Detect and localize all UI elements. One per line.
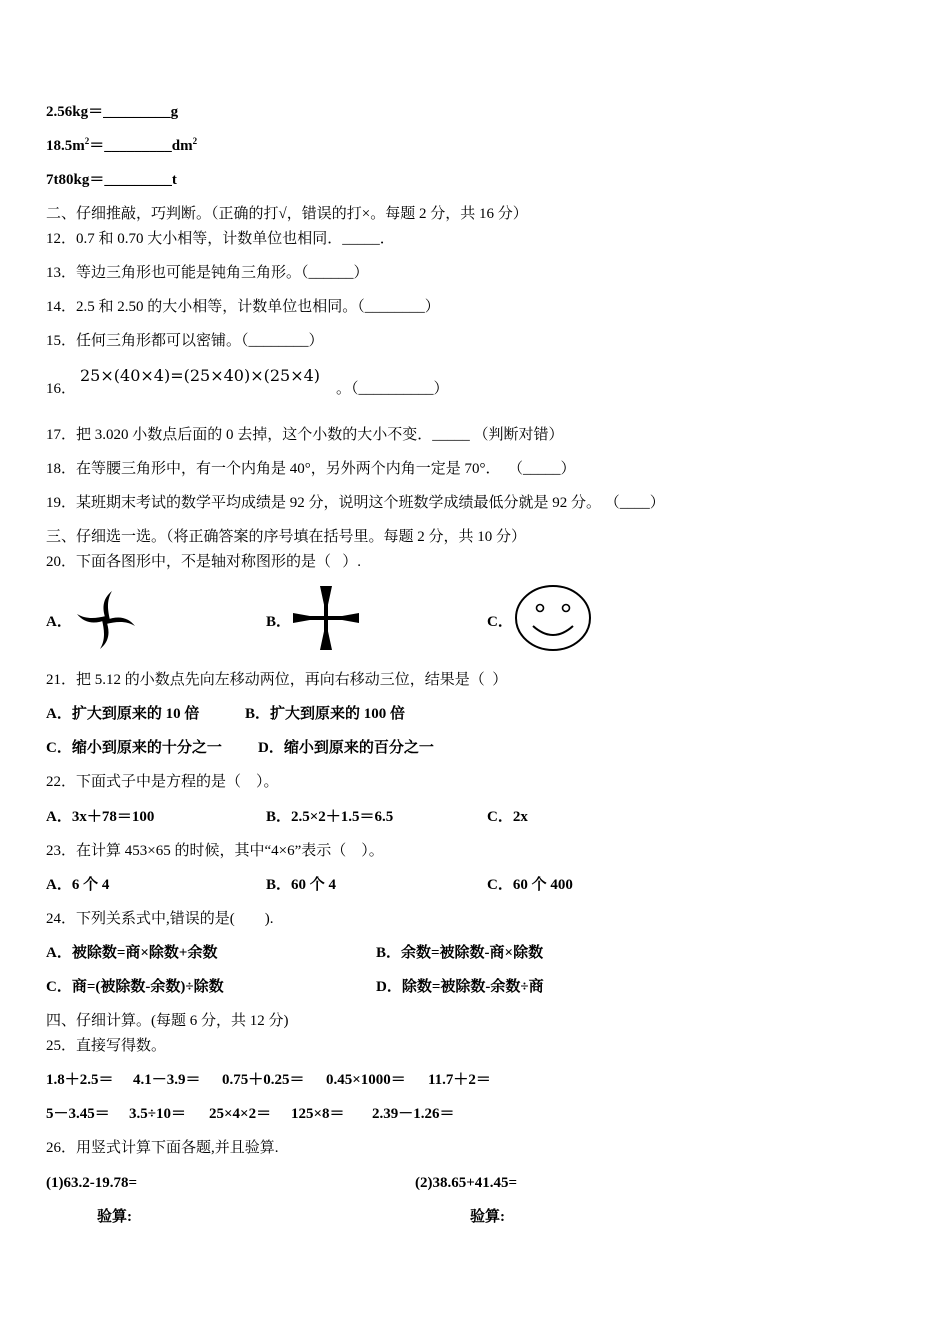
calc-item: 0.45×1000＝ bbox=[326, 1072, 406, 1088]
q22-option-b: B．2.5×2＋1.5＝6.5 bbox=[266, 809, 394, 825]
question-16-formula: 25×(40×4)=(25×40)×(25×4) bbox=[80, 366, 321, 385]
calc-item: 0.75＋0.25＝ bbox=[222, 1072, 305, 1088]
pinwheel-figure bbox=[72, 589, 140, 651]
q23-option-b: B．60 个 4 bbox=[266, 877, 337, 893]
option-c-label: C． bbox=[487, 614, 513, 630]
unit-conversion-3: 7t80kg＝_________t bbox=[46, 172, 177, 188]
question-22: 22．下面式子中是方程的是（ ）。 bbox=[46, 774, 279, 790]
question-13: 13．等边三角形也可能是钝角三角形。（______） bbox=[46, 265, 369, 281]
question-25: 25．直接写得数。 bbox=[46, 1038, 167, 1054]
q26-part-2: (2)38.65+41.45= bbox=[415, 1175, 518, 1191]
option-a-label: A． bbox=[46, 614, 72, 630]
question-24: 24．下列关系式中,错误的是( ). bbox=[46, 911, 274, 927]
question-14: 14．2.5 和 2.50 的大小相等，计数单位也相同。（________） bbox=[46, 299, 440, 315]
q21-option-c: C．缩小到原来的十分之一 bbox=[46, 740, 222, 756]
calc-item: 3.5÷10＝ bbox=[129, 1106, 186, 1122]
answer-blank[interactable]: _________ bbox=[104, 138, 172, 154]
q24-option-a: A．被除数=商×除数+余数 bbox=[46, 945, 218, 961]
q24-option-c: C．商=(被除数-余数)÷除数 bbox=[46, 979, 224, 995]
q22-option-a: A．3x＋78＝100 bbox=[46, 809, 155, 825]
answer-blank[interactable]: _________ bbox=[103, 104, 171, 120]
unit-conversion-2: $18.5m^2=\_\_\_\_\_\_\_\_\_dm^2$ bbox=[46, 136, 198, 154]
q23-option-c: C．60 个 400 bbox=[487, 877, 573, 893]
q24-option-d: D．除数=被除数-余数÷商 bbox=[376, 979, 544, 995]
question-23: 23．在计算 453×65 的时候，其中“4×6”表示（ ）。 bbox=[46, 843, 384, 859]
question-21: 21．把 5.12 的小数点先向左移动两位，再向右移动三位，结果是（ ） bbox=[46, 672, 508, 688]
question-16-number: 16． bbox=[46, 381, 77, 397]
question-19: 19．某班期末考试的数学平均成绩是 92 分，说明这个班数学成绩最低分就是 92 分。 （____） bbox=[46, 495, 665, 511]
question-17: 17．把 3.020 小数点后面的 0 去掉，这个小数的大小不变．_____ （判断对错） bbox=[46, 427, 564, 443]
question-12: 12．0.7 和 0.70 大小相等，计数单位也相同．_____． bbox=[46, 231, 395, 247]
q26-part-1: (1)63.2-19.78= bbox=[46, 1175, 138, 1191]
section-3-heading: 三、仔细选一选。（将正确答案的序号填在括号里。每题 2 分，共 10 分） bbox=[46, 529, 527, 545]
option-b-label: B． bbox=[266, 614, 292, 630]
calc-item: 1.8＋2.5＝ bbox=[46, 1072, 114, 1088]
calc-item: 125×8＝ bbox=[291, 1106, 345, 1122]
smiley-face-figure bbox=[513, 584, 593, 652]
cross-star-figure bbox=[291, 584, 361, 652]
section-2-heading: 二、仔细推敲，巧判断。（正确的打√，错误的打×。每题 2 分，共 16 分） bbox=[46, 206, 528, 222]
question-15: 15．任何三角形都可以密铺。（________） bbox=[46, 333, 324, 349]
calc-item: 11.7＋2＝ bbox=[428, 1072, 491, 1088]
question-16-tail: 。（__________） bbox=[336, 381, 449, 397]
calc-item: 2.39－1.26＝ bbox=[372, 1106, 455, 1122]
answer-blank[interactable]: _________ bbox=[104, 172, 172, 188]
q21-option-d: D．缩小到原来的百分之一 bbox=[258, 740, 434, 756]
calc-item: 25×4×2＝ bbox=[209, 1106, 272, 1122]
question-18: 18．在等腰三角形中，有一个内角是 40°，另外两个内角一定是 70°． （_____） bbox=[46, 461, 576, 477]
q21-option-b: B．扩大到原来的 100 倍 bbox=[245, 706, 406, 722]
question-26: 26．用竖式计算下面各题,并且验算. bbox=[46, 1140, 279, 1156]
question-20: 20．下面各图形中，不是轴对称图形的是（ ）. bbox=[46, 554, 362, 570]
unit-conversion-1: 2.56kg＝_________g bbox=[46, 104, 179, 120]
check-label-2: 验算: bbox=[470, 1209, 505, 1225]
check-label-1: 验算: bbox=[97, 1209, 132, 1225]
q24-option-b: B．余数=被除数-商×除数 bbox=[376, 945, 544, 961]
q21-option-a: A．扩大到原来的 10 倍 bbox=[46, 706, 200, 722]
q23-option-a: A．6 个 4 bbox=[46, 877, 110, 893]
section-4-heading: 四、仔细计算。(每题 6 分，共 12 分) bbox=[46, 1013, 289, 1029]
calc-item: 5－3.45＝ bbox=[46, 1106, 110, 1122]
calc-item: 4.1－3.9＝ bbox=[133, 1072, 201, 1088]
q22-option-c: C．2x bbox=[487, 809, 528, 825]
